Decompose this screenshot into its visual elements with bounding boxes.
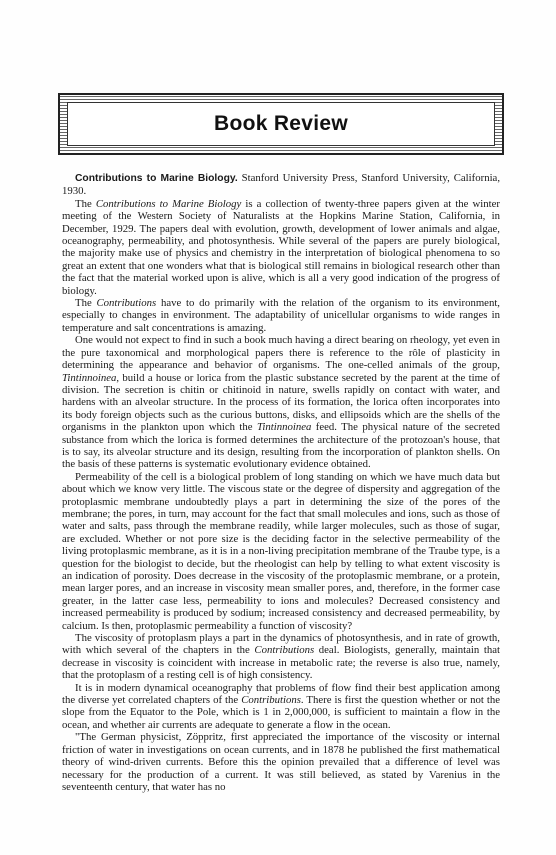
italic-text: Contributions [96, 297, 157, 310]
paragraph [62, 471, 500, 632]
paragraph-text: , build a house or lorica from the plastic substance secreted by the parent at the time of division. The secretion is chitin or chitinoid in nature, swells rapidly on contact with water, and hardens with an alveolar structure. In the process of its formation, the lorica often incorporates into its body foreign objects such as the curious buttons, disks, and ellipsoids which are the shells of the organisms in the plankton upon which the [62, 371, 500, 434]
book-citation: Stanford University Press, Stanford University, California, 1930. [62, 172, 501, 198]
paragraph-text: deal. Biologists, generally, maintain that decrease in viscosity is coincident with increase in metabolic rate; the reverse is also true, namely, that the protoplasm of a resting cell is of high consistency. [62, 644, 500, 682]
italic-text: Tintinnoinea [256, 421, 312, 434]
paragraph [62, 682, 500, 732]
paragraph [62, 297, 500, 334]
paragraph-text: have to do primarily with the relation of the organism to its environment, especially to changes in environment. The adaptability of unicellular organisms to wide ranges in temperature and salt concentrations is amazing. [62, 297, 500, 334]
book-title: Contributions to Marine Biology. [75, 173, 238, 184]
paragraph-text: . There is first the question whether or not the slope from the Equator to the Pole, which is 1 in 2,000,000, is sufficient to maintain a flow in the ocean, and whether air currents are adequate to generate a flow in the ocean. [62, 694, 500, 731]
header-banner-inner [67, 102, 495, 146]
review-citation [62, 172, 500, 198]
paragraph-text: is a collection of twenty-three papers given at the winter meeting of the Western Society of Naturalists at the Hopkins Marine Station, California, in December, 1929. The papers deal with evolution, growth, development of lower animals and algae, oceanography, permeability, and photosynthesis. While several of the papers are purely biological, the majority make use of physics and chemistry in the interpretation of biological phenomena to so great an extent that one wonders what that is biological still remains in biological research other than the fact that the material worked upon is alive, which is all a very good indication of the progress of biology. [62, 197, 500, 297]
paragraph [62, 198, 500, 297]
paragraph [62, 632, 500, 682]
italic-text: Tintinnoinea [62, 371, 117, 384]
paragraph-text: The viscosity of protoplasm plays a part in the dynamics of photosynthesis, and in rate of growth, with which several of the chapters in the [62, 632, 500, 657]
paragraph-text: feed. The physical nature of the secreted substance from which the lorica is formed determines the architecture of the protozoan's house, that is to say, its alveolar structure and its design, resulting from the incorporation of plankton shells. On the basis of these patterns is systematic evolutionary evidence obtained. [62, 421, 500, 471]
paragraph [62, 731, 500, 793]
italic-text: Contributions [241, 694, 301, 707]
review-body [62, 172, 500, 793]
paragraph-text: Permeability of the cell is a biological problem of long standing on which we have much data but about which we know very little. The viscous state or the degree of dispersity and aggregation of the protoplasmic membrane undoubtedly plays a part in determining the size of the pores of the membrane; the pores, in turn, may account for the fact that small molecules and ions, such as those of water and salts, pass through the membrane readily, while larger molecules, such as those of sugar, are excluded. Whether or not pore size is the deciding factor in the selective permeability of the living protoplasmic membrane, as it is in a non-living precipitation membrane of the Traube type, is a question for the biologist to decide, but the rheologist can help by telling to what extent viscosity is an indication of porosity. Does decrease in the viscosity of the protoplasmic membrane, or a protein, mean larger pores, and an increase in viscosity mean smaller pores, and, therefore, in the former case greater, in the latter case less, permeability to ions and molecules? Decreased consistency and increased permeability is produced by sodium; increased consistency and decreased permeability, by calcium. Is then, protoplasmic permeability a function of viscosity? [62, 470, 500, 632]
paragraph-text: It is in modern dynamical oceanography that problems of flow find their best application among the diverse yet correlated chapters of the [62, 681, 500, 707]
page-title: Book Review [213, 112, 348, 135]
paragraph-text: One would not expect to find in such a book much having a direct bearing on rheology, yet even in the pure taxonomical and morphological papers there is reference to the rôle of plasticity in determining the appearance and behavior of organisms. The one-celled animals of the group, [62, 334, 501, 372]
italic-text: Contributions [254, 644, 315, 657]
header-banner [58, 93, 504, 155]
paragraph-text: The [75, 197, 96, 210]
paragraph [62, 334, 500, 470]
paragraph-text: "The German physicist, Zöppritz, first appreciated the importance of the viscosity or internal friction of water in investigations on ocean currents, and in 1878 he published the first mathematical theory of wind-driven currents. Before this the opinion prevailed that a difference of level was necessary for the production of a current. It was still believed, as stated by Varenius in the seventeenth century, that water has no [62, 731, 500, 793]
italic-text: Contributions to Marine Biology [95, 197, 242, 210]
paragraph-text: The [75, 297, 97, 310]
